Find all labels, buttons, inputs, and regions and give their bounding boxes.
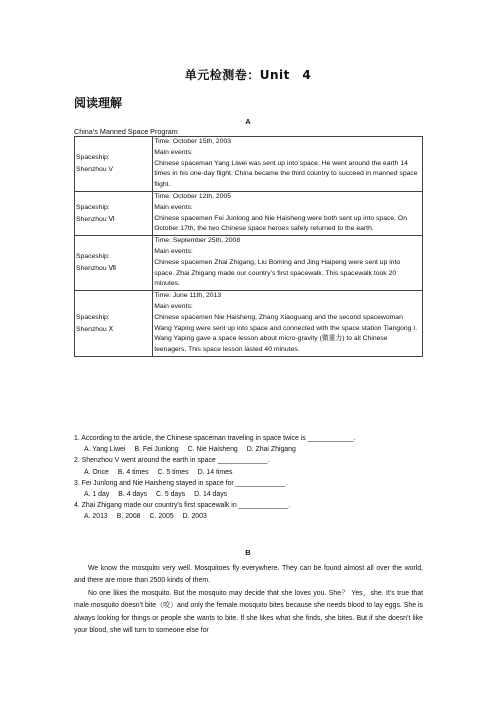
table-row bbox=[75, 137, 423, 192]
events-cell bbox=[153, 191, 423, 235]
events-text: Chinese spaceman Yang Liwei was sent up into space. He went around the earth 14 times in his one-day flight. China became the third country to succeed in manned space flight. bbox=[154, 159, 418, 189]
spaceship-label: Spaceship: bbox=[76, 253, 110, 261]
answer-option: C. 5 times bbox=[157, 468, 189, 476]
events-cell bbox=[153, 236, 423, 291]
answer-option: C. Nie Haisheng bbox=[187, 446, 238, 454]
spaceship-name: Shenzhou V bbox=[76, 165, 114, 173]
events-label: Main events: bbox=[154, 302, 193, 310]
answer-option: D. 2003 bbox=[182, 513, 207, 521]
spaceship-cell bbox=[75, 236, 153, 291]
answer-option: C. 5 days bbox=[156, 491, 186, 499]
answer-option: B. Fei Junlong bbox=[134, 446, 179, 454]
spaceship-name: Shenzhou Ⅵ bbox=[76, 215, 115, 223]
table-row bbox=[75, 291, 423, 357]
answer-option: B. 4 times bbox=[117, 468, 149, 476]
spaceship-cell bbox=[75, 137, 153, 192]
section-heading: 阅读理解 bbox=[74, 96, 123, 110]
event-time: Time: October 12th, 2005 bbox=[154, 192, 232, 200]
option-row bbox=[74, 444, 434, 455]
answer-option: A. 2013 bbox=[84, 513, 108, 521]
spaceship-cell bbox=[75, 191, 153, 235]
events-label: Main events: bbox=[154, 203, 193, 211]
passage-paragraph: No one likes the mosquito. But the mosquito may decide that she loves you. She？ Yes，she. It’s true that male mosquito doesn’t bite（咬）and only the female mosquito bites because she needs blood to lay eggs. She is always looking for things or people she wants to bite. If she likes what she finds, she bites. But if she doesn’t like your blood, she will turn to someone else for bbox=[74, 589, 423, 635]
table-row bbox=[75, 236, 423, 291]
answer-option: D. 14 times bbox=[197, 468, 233, 476]
event-time: Time: June 11th, 2013 bbox=[154, 292, 222, 300]
answer-option: A. Yang Liwei bbox=[84, 446, 126, 454]
answer-option: D. Zhai Zhigang bbox=[246, 446, 296, 454]
spaceship-label: Spaceship: bbox=[76, 203, 110, 211]
passage-paragraph: We know the mosquito very well. Mosquitoes fly everywhere. They can be found almost all over the world, and there are more than 2500 kinds of them. bbox=[74, 565, 423, 585]
answer-option: B. 4 days bbox=[118, 491, 148, 499]
answer-option: A. 1 day bbox=[84, 491, 110, 499]
events-text: Chinese spacemen Nie Haisheng, Zhang Xiaoguang and the second spacewoman Wang Yaping were sent up into space and connected with the space station Tiangong I. Wang Yaping gave a space lesson about micro-gravity (微重力) to all Chinese teenagers. This space lesson lasted 40 minutes. bbox=[154, 313, 418, 354]
event-time: Time: October 15th, 2003 bbox=[154, 138, 232, 145]
events-label: Main events: bbox=[154, 247, 193, 255]
events-label: Main events: bbox=[154, 148, 193, 156]
option-row bbox=[74, 467, 434, 478]
table-row bbox=[75, 191, 423, 235]
question-list bbox=[74, 433, 434, 523]
option-row bbox=[74, 511, 434, 522]
reading-passage bbox=[74, 563, 423, 637]
answer-option: B. 2008 bbox=[116, 513, 141, 521]
question-stem: 3. Fei Junlong and Nie Haisheng stayed in space for _____________. bbox=[74, 479, 288, 487]
spaceship-name: Shenzhou Ⅶ bbox=[76, 265, 117, 273]
question-stem: 4. Zhai Zhigang made our country’s first spacewalk in _____________. bbox=[74, 502, 291, 510]
spaceship-label: Spaceship: bbox=[76, 153, 110, 161]
spaceship-name: Shenzhou Ⅹ bbox=[76, 325, 114, 333]
question-stem: 2. Shenzhou V went around the earth in space _____________. bbox=[74, 457, 270, 465]
table-caption: China’s Manned Space Program bbox=[74, 127, 178, 136]
part-a-label: A bbox=[245, 117, 251, 126]
spaceship-cell bbox=[75, 291, 153, 357]
spaceship-label: Spaceship: bbox=[76, 313, 110, 321]
option-row bbox=[74, 489, 434, 500]
part-b-label: B bbox=[245, 548, 251, 557]
question-stem: 1. According to the article, the Chinese spaceman traveling in space twice is ____________. bbox=[74, 435, 356, 442]
events-text: Chinese spacemen Zhai Zhigang, Liu Boming and Jing Haipeng were sent up into space. Zhai Zhigang made our country’s first spacewalk. This spacewalk took 20 minutes. bbox=[154, 258, 401, 288]
events-text: Chinese spacemen Fei Junlong and Nie Haisheng were both sent up into space. On October 17th, the two Chinese space heroes safely returned to the earth. bbox=[154, 214, 407, 233]
answer-option: D. 14 days bbox=[194, 491, 228, 499]
events-cell bbox=[153, 291, 423, 357]
event-time: Time: September 25th, 2008 bbox=[154, 237, 241, 245]
page-title: 单元检测卷：Unit 4 bbox=[184, 68, 312, 82]
events-cell bbox=[153, 137, 423, 192]
answer-option: A. Once bbox=[84, 468, 109, 476]
answer-option: C. 2005 bbox=[149, 513, 174, 521]
space-program-table bbox=[74, 136, 423, 357]
